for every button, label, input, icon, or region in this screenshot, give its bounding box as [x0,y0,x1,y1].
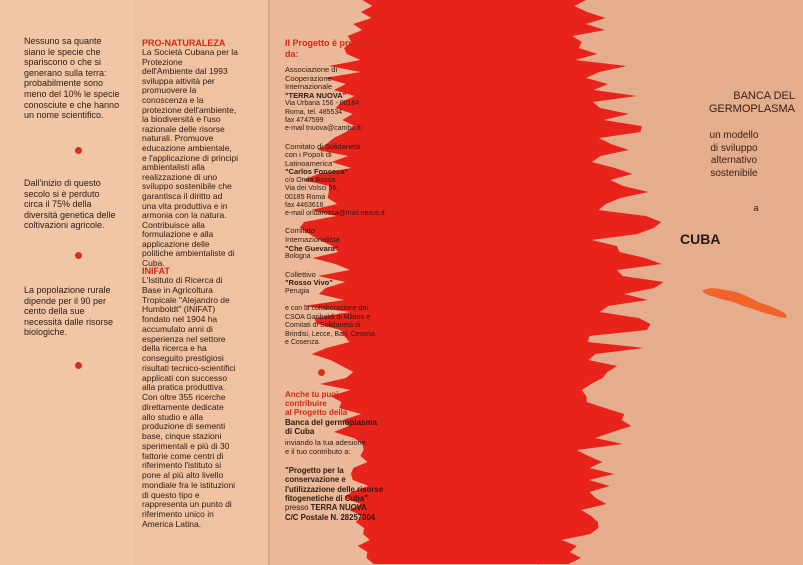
contribute-heading: Anche tu puoi contribuire al Progetto della [285,390,348,418]
bullet-dot [75,362,82,369]
send-contribution: inviando la tua adesione e il tuo contributo a: [285,438,366,456]
org4-city: Perugia [285,287,310,295]
cover-subtitle: un modello di sviluppo alternativo sostenibile [709,130,759,179]
bullet-dot [75,147,82,154]
bullet-dot [318,369,325,376]
promoters-list [285,66,410,348]
org4-name: "Rosso Vivo" [285,278,333,288]
pro-naturaleza-text: La Società Cubana per la Protezione dell'Ambiente dal 1993 sviluppa attività per promuovere la conoscenza e la protezione dell'ambiente, la biodiversità e l'uso razionale delle risorse naturali. Promuove educazione ambientale, e l'applicazione di principi ambientalisti alla realizzazione di uno sviluppo sostenibile che garantisca il diritto ad una vita produttiva e in armonia con la natura. Contribuisce alla formulazione e alla applicazione delle politiche ambientaliste di Cuba. [142,47,239,269]
collaboration-note: e con la collaborazione dei CSOA Garibaldi di Milano e Comitati di Solidarietà di Brindisi, Lecce, Bari, Cesena e Cosenza. [285,304,375,347]
fact-rural: La popolazione rurale dipende per il 90 per cento della sue necessità dalle risorse biologiche. [24,285,114,338]
inifat-heading: INIFAT [142,266,170,276]
presso-name: TERRA NUOVA [310,503,367,512]
org1-intro: Associazione di Cooperazione Internazionale [285,65,338,92]
bank-name: Banca del germoplasma di Cuba [285,418,378,437]
project-name: "Progetto per la conservazione e l'utilizzazione delle risorse fitogenetiche di Cuba" [285,466,384,503]
presso-line [285,503,410,512]
org1-name: "TERRA NUOVA" [285,90,347,100]
cover-a: a [753,203,759,213]
postal-account: C/C Postale N. 28257004 [285,513,376,522]
bullet-dot [75,252,82,259]
org2-intro: Comitato di Solidarietà con i Popoli di Latinoamerica [285,141,361,168]
org3-name: "Che Guevara" [285,243,339,253]
inifat-text: L'Istituto di Ricerca di Base in Agricoltura Tropicale "Alejandro de Humboldt" (INIFAT) fondato nel 1904 ha accumulato anni di esperienza nel settore della ricerca e ha conseguito prestigiosi risultati tecnico-scientifici applicati con successo alla pratica produttiva. Con oltre 355 ricerche direttamente dedicate allo studio e alla produzione di sementi base, cinque stazioni sperimentali e più di 30 fattorie come centri di riferimento l'istituto si pone al più alto livello mondiale fra le istituzioni di questo tipo e rappresenta un punto di riferimento unico in America Latina. [142,275,236,529]
cover-country: CUBA [680,231,721,247]
fact-species: Nessuno sa quante siano le specie che spariscono o che si generano sulla terra: probabilmente sono meno del 10% le specie conosciute e che hanno un nome scientifico. [24,36,120,121]
fact-diversity: Dall'inizio di questo secolo si è perduto circa il 75% della diversità genetica delle coltivazioni agricole. [24,178,116,231]
org3-city: Bologna [285,253,311,261]
presso-label: presso [285,503,309,512]
org3-intro: Comitato Internazionalista [285,226,340,245]
org2-address: c/o Onda Rossa Via dei Volsci 56, 00185 Roma fax 4463616 e-mail ondarossa@mail.nexus.it [285,176,385,218]
org2-name: "Carlos Fonseca" [285,167,348,177]
promosso-heading: Il Progetto è promosso da: [285,38,384,59]
org1-address: Via Urbana 156 - 00184 Roma, tel. 485534 fax 4747599 e-mail tnuova@cambo.it; [285,100,363,133]
pro-naturaleza-heading: PRO-NATURALEZA [142,38,226,48]
org4-intro: Collettivo [285,269,316,279]
cuba-map-icon [700,285,790,321]
cover-title: BANCA DEL GERMOPLASMA [708,90,795,115]
